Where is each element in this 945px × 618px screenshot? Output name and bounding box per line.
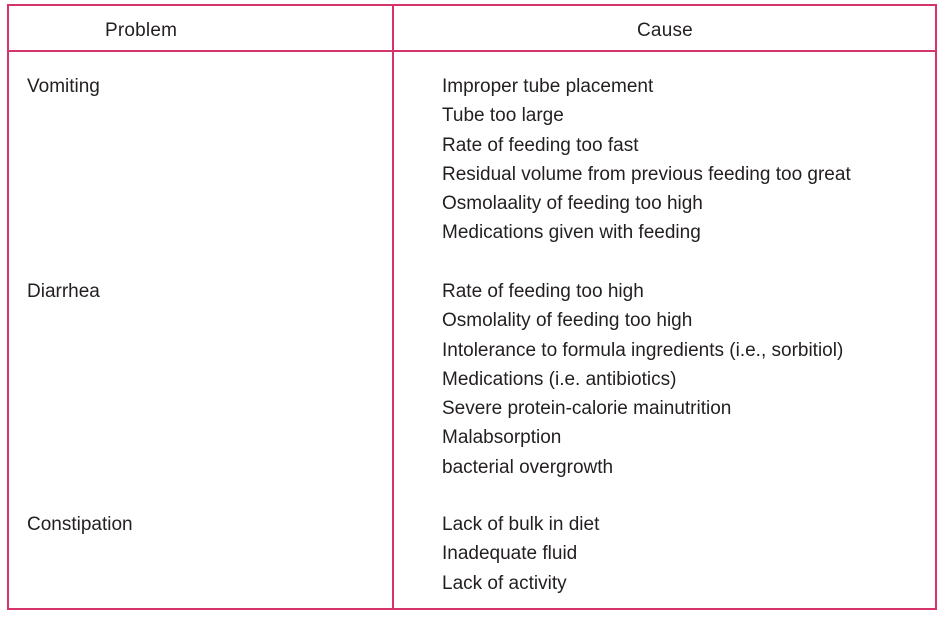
header-problem: Problem: [105, 20, 178, 41]
cause-item: Rate of feeding too high: [442, 281, 644, 302]
cause-item: Rate of feeding too fast: [442, 134, 639, 156]
cause-item: Osmolaality of feeding too high: [442, 193, 703, 215]
problem-cell: Constipation: [27, 514, 133, 535]
cause-item: Severe protein-calorie mainutrition: [442, 398, 732, 420]
cause-list: [442, 277, 843, 482]
cause-item: Intolerance to formula ingredients (i.e., sorbitiol): [442, 339, 844, 361]
cause-item: Lack of activity: [442, 572, 567, 594]
problem-cause-table: [7, 4, 937, 610]
cause-list: [442, 510, 599, 598]
problem-cell: Vomiting: [27, 76, 100, 97]
cause-item: Inadequate fluid: [442, 543, 578, 565]
column-divider: [392, 6, 394, 608]
problem-cell: Diarrhea: [27, 281, 100, 302]
cause-item: Malabsorption: [442, 427, 562, 449]
cause-item: Osmolality of feeding too high: [442, 310, 693, 332]
cause-item: Residual volume from previous feeding too great: [442, 163, 851, 185]
cause-item: Lack of bulk in diet: [442, 514, 600, 535]
cause-item: Medications given with feeding: [442, 222, 701, 244]
cause-item: Improper tube placement: [442, 76, 654, 97]
cause-item: Tube too large: [442, 105, 564, 127]
cause-item: bacterial overgrowth: [442, 456, 614, 478]
cause-item: Medications (i.e. antibiotics): [442, 368, 677, 390]
header-divider: [9, 50, 935, 52]
header-cause: Cause: [637, 20, 693, 41]
cause-list: [442, 72, 851, 248]
